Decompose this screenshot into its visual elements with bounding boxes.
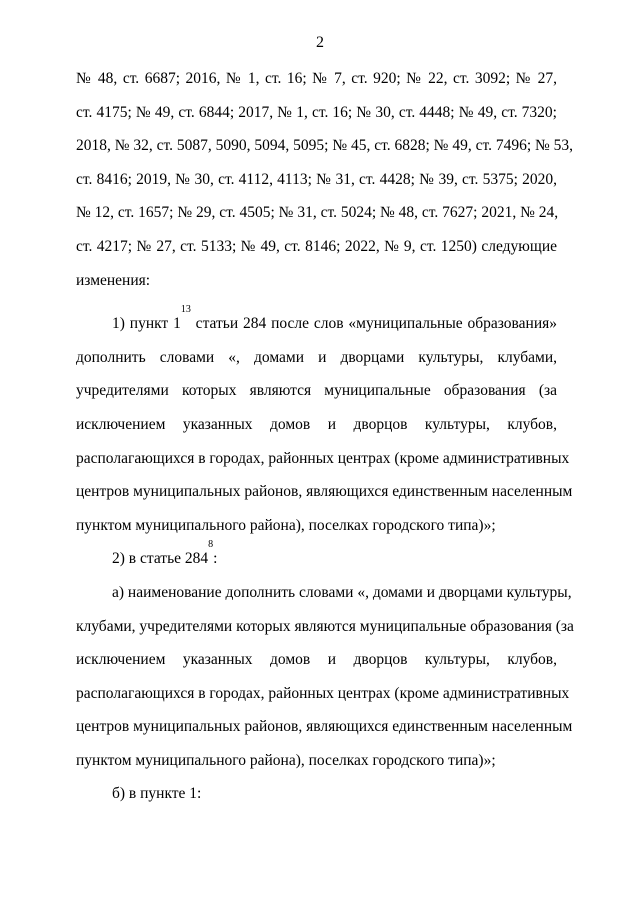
text-line: 2018, № 32, ст. 5087, 5090, 5094, 5095; № 45, ст. 6828; № 49, ст. 7496; № 53, [76, 137, 574, 155]
text-line: располагающихся в городах, районных центрах (кроме административных [76, 684, 570, 702]
text-line: № 12, ст. 1657; № 29, ст. 4505; № 31, ст. 5024; № 48, ст. 7627; 2021, № 24, [76, 204, 559, 222]
text-line: а) наименование дополнить словами «, домами и дворцами культуры, [112, 583, 572, 601]
paragraph-2-heading [76, 539, 557, 583]
text-line: № 48, ст. 6687; 2016, № 1, ст. 16; № 7, ст. 920; № 22, ст. 3092; № 27, [76, 70, 557, 87]
text-line: клубами, учредителями которых являются муниципальные образования (за [76, 617, 574, 635]
text-line: ст. 4217; № 27, ст. 5133; № 49, ст. 8146; 2022, № 9, ст. 1250) следующие [76, 237, 557, 255]
text-line: учредителями которых являются муниципальные образования (за [76, 382, 557, 400]
text-line: б) в пункте 1: [112, 785, 202, 803]
text-line: изменения: [76, 271, 151, 289]
text-line: исключением указанных домов и дворцов культуры, клубов, [76, 415, 557, 433]
text-line: ст. 8416; 2019, № 30, ст. 4112, 4113; № 31, ст. 4428; № 39, ст. 5375; 2020, [76, 170, 557, 188]
superscript: 13 [180, 304, 191, 316]
page-number: 2 [316, 34, 324, 51]
text-line: пунктом муниципального района), поселках городского типа)»; [76, 751, 496, 769]
text-line: исключением указанных домов и дворцов культуры, клубов, [76, 651, 557, 669]
text-line: центров муниципальных районов, являющихся единственным населенным [76, 718, 573, 736]
text-line: дополнить словами «, домами и дворцами культуры, клубами, [76, 348, 557, 366]
text-line: пунктом муниципального района), поселках городского типа)»; [76, 516, 496, 534]
text-line: ст. 4175; № 49, ст. 6844; 2017, № 1, ст. 16; № 30, ст. 4448; № 49, ст. 7320; [76, 103, 557, 121]
paragraph-1-first-line [76, 304, 557, 348]
paragraph-1-text-cont: статьи 284 после слов «муниципальные образования» [190, 315, 557, 333]
paragraph-1-text: 1) пункт 1 [112, 315, 181, 333]
paragraph-2-text: 2) в статье 284 [112, 550, 209, 568]
text-line: центров муниципальных районов, являющихся единственным населенным [76, 483, 573, 501]
text-line: располагающихся в городах, районных центрах (кроме административных [76, 449, 570, 467]
paragraph-2-text-cont: : [213, 550, 218, 568]
document-body [76, 69, 574, 818]
superscript: 8 [208, 539, 214, 551]
